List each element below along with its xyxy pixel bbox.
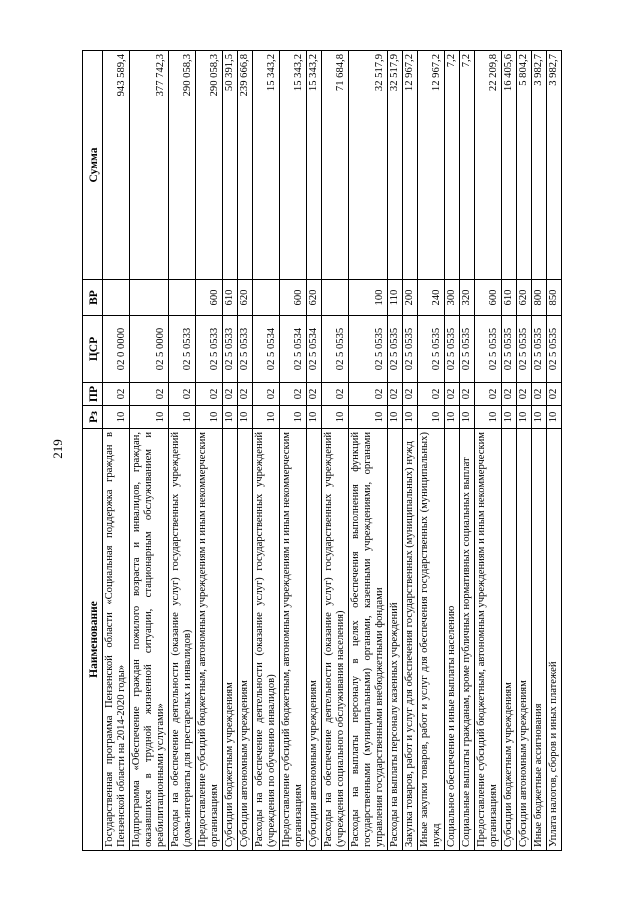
table-row [196, 51, 223, 851]
cell-rz: 10 [547, 406, 562, 429]
cell-sum: 3 982,7 [547, 51, 562, 280]
cell-pr: 02 [418, 383, 445, 406]
cell-rz: 10 [349, 406, 388, 429]
cell-vr: 110 [388, 280, 403, 316]
cell-vr: 600 [475, 280, 502, 316]
cell-pr: 02 [253, 383, 280, 406]
cell-vr [103, 280, 130, 316]
cell-pr: 02 [223, 383, 238, 406]
cell-sum: 32 517,9 [349, 51, 388, 280]
table-row [223, 51, 238, 851]
cell-pr: 02 [130, 383, 169, 406]
cell-pr: 02 [475, 383, 502, 406]
cell-csr: 02 5 0535 [502, 316, 517, 383]
table-row [169, 51, 196, 851]
cell-vr: 610 [223, 280, 238, 316]
cell-name: Расходы на выплаты персоналу казенных учреждений [388, 429, 403, 851]
cell-pr: 02 [280, 383, 307, 406]
cell-csr: 02 5 0534 [280, 316, 307, 383]
table-row [445, 51, 460, 851]
cell-sum: 15 343,2 [280, 51, 307, 280]
cell-name: Субсидии бюджетным учреждениям [502, 429, 517, 851]
table-row [547, 51, 562, 851]
cell-csr: 02 5 0535 [322, 316, 349, 383]
cell-sum: 290 058,3 [196, 51, 223, 280]
cell-rz: 10 [253, 406, 280, 429]
cell-pr: 02 [502, 383, 517, 406]
cell-vr: 100 [349, 280, 388, 316]
table-row [322, 51, 349, 851]
cell-vr [169, 280, 196, 316]
cell-pr: 02 [517, 383, 532, 406]
cell-csr: 02 5 0533 [223, 316, 238, 383]
table-row [403, 51, 418, 851]
cell-name: Расходы на обеспечение деятельности (оказание услуг) государственных учреждений (дома-интернаты для престарелых и инвалидов) [169, 429, 196, 851]
table-row [460, 51, 475, 851]
cell-vr: 610 [502, 280, 517, 316]
cell-pr: 02 [307, 383, 322, 406]
cell-sum: 377 742,3 [130, 51, 169, 280]
cell-pr: 02 [169, 383, 196, 406]
cell-vr: 240 [418, 280, 445, 316]
cell-rz: 10 [403, 406, 418, 429]
cell-sum: 12 967,2 [418, 51, 445, 280]
cell-sum: 239 666,8 [238, 51, 253, 280]
cell-pr: 02 [349, 383, 388, 406]
cell-name: Социальные выплаты гражданам, кроме публичных нормативных социальных выплат [460, 429, 475, 851]
cell-name: Субсидии автономным учреждениям [238, 429, 253, 851]
cell-sum: 16 405,6 [502, 51, 517, 280]
cell-rz: 10 [532, 406, 547, 429]
cell-csr: 02 5 0000 [130, 316, 169, 383]
cell-csr: 02 5 0535 [517, 316, 532, 383]
cell-pr: 02 [532, 383, 547, 406]
cell-csr: 02 5 0535 [418, 316, 445, 383]
cell-name: Закупка товаров, работ и услуг для обеспечения государственных (муниципальных) нужд [403, 429, 418, 851]
cell-pr: 02 [388, 383, 403, 406]
cell-name: Социальное обеспечение и иные выплаты населению [445, 429, 460, 851]
cell-vr [253, 280, 280, 316]
cell-name: Субсидии бюджетным учреждениям [223, 429, 238, 851]
cell-rz: 10 [238, 406, 253, 429]
cell-name: Государственная программа Пензенской области «Социальная поддержка граждан в Пензенской области на 2014-2020 годы» [103, 429, 130, 851]
cell-name: Подпрограмма «Обеспечение граждан пожилого возраста и инвалидов, граждан, оказавшихся в трудной жизненной ситуации, стационарным обслуживанием и реабилитационными услугами» [130, 429, 169, 851]
cell-vr: 850 [547, 280, 562, 316]
table-row [475, 51, 502, 851]
cell-csr: 02 5 0535 [349, 316, 388, 383]
cell-sum: 5 804,2 [517, 51, 532, 280]
table-row [130, 51, 169, 851]
cell-vr: 320 [460, 280, 475, 316]
cell-pr: 02 [460, 383, 475, 406]
cell-pr: 02 [103, 383, 130, 406]
cell-csr: 02 5 0535 [445, 316, 460, 383]
cell-vr: 600 [280, 280, 307, 316]
cell-sum: 15 343,2 [253, 51, 280, 280]
cell-vr: 620 [238, 280, 253, 316]
header-name: Наименование [83, 429, 103, 851]
cell-rz: 10 [223, 406, 238, 429]
cell-csr: 02 5 0535 [547, 316, 562, 383]
cell-name: Предоставление субсидий бюджетным, автономным учреждениям и иным некоммерческим организациям [475, 429, 502, 851]
cell-rz: 10 [130, 406, 169, 429]
cell-rz: 10 [388, 406, 403, 429]
table-row [517, 51, 532, 851]
cell-sum: 3 982,7 [532, 51, 547, 280]
cell-pr: 02 [403, 383, 418, 406]
cell-name: Уплата налогов, сборов и иных платежей [547, 429, 562, 851]
cell-name: Предоставление субсидий бюджетным, автономным учреждениям и иным некоммерческим организациям [196, 429, 223, 851]
page-number: 219 [49, 439, 65, 459]
table-row [349, 51, 388, 851]
cell-csr: 02 5 0533 [169, 316, 196, 383]
table-row [388, 51, 403, 851]
cell-csr: 02 5 0535 [403, 316, 418, 383]
cell-sum: 32 517,9 [388, 51, 403, 280]
cell-pr: 02 [547, 383, 562, 406]
cell-vr: 800 [532, 280, 547, 316]
cell-rz: 10 [280, 406, 307, 429]
table-row [280, 51, 307, 851]
table-row [103, 51, 130, 851]
cell-rz: 10 [517, 406, 532, 429]
cell-name: Субсидии автономным учреждениям [517, 429, 532, 851]
cell-pr: 02 [322, 383, 349, 406]
cell-csr: 02 5 0534 [307, 316, 322, 383]
cell-sum: 943 589,4 [103, 51, 130, 280]
cell-csr: 02 5 0535 [460, 316, 475, 383]
cell-vr: 300 [445, 280, 460, 316]
cell-sum: 71 684,8 [322, 51, 349, 280]
header-sum: Сумма [83, 51, 103, 280]
cell-name: Расходы на выплаты персоналу в целях обеспечения выполнения функций государственными (муниципальными) органами, казенными учреждениями, органами управления государственными внебюджетными фондами [349, 429, 388, 851]
cell-pr: 02 [196, 383, 223, 406]
rotated-table-container [82, 51, 562, 851]
table-body [103, 51, 562, 851]
cell-csr: 02 5 0535 [388, 316, 403, 383]
cell-rz: 10 [103, 406, 130, 429]
cell-csr: 02 5 0533 [238, 316, 253, 383]
header-row [83, 51, 103, 851]
cell-csr: 02 5 0534 [253, 316, 280, 383]
cell-rz: 10 [502, 406, 517, 429]
cell-vr [322, 280, 349, 316]
cell-pr: 02 [445, 383, 460, 406]
cell-rz: 10 [322, 406, 349, 429]
header-csr: ЦСР [83, 316, 103, 383]
cell-name: Иные закупки товаров, работ и услуг для обеспечения государственных (муниципальных) нужд [418, 429, 445, 851]
table-row [532, 51, 547, 851]
cell-rz: 10 [418, 406, 445, 429]
header-rz: Рз [83, 406, 103, 429]
budget-table [82, 50, 562, 851]
cell-name: Расходы на обеспечение деятельности (оказание услуг) государственных учреждений (учреждения по обучению инвалидов) [253, 429, 280, 851]
cell-sum: 7,2 [460, 51, 475, 280]
cell-sum: 290 058,3 [169, 51, 196, 280]
table-row [253, 51, 280, 851]
cell-sum: 12 967,2 [403, 51, 418, 280]
table-row [307, 51, 322, 851]
cell-sum: 22 209,8 [475, 51, 502, 280]
cell-vr: 620 [307, 280, 322, 316]
cell-rz: 10 [475, 406, 502, 429]
cell-name: Предоставление субсидий бюджетным, автономным учреждениям и иным некоммерческим организациям [280, 429, 307, 851]
cell-vr: 620 [517, 280, 532, 316]
cell-rz: 10 [307, 406, 322, 429]
cell-sum: 7,2 [445, 51, 460, 280]
cell-csr: 02 5 0535 [475, 316, 502, 383]
cell-rz: 10 [445, 406, 460, 429]
header-vr: ВР [83, 280, 103, 316]
cell-sum: 15 343,2 [307, 51, 322, 280]
cell-name: Расходы на обеспечение деятельности (оказание услуг) государственных учреждений (учреждения социального обслуживания населения) [322, 429, 349, 851]
cell-csr: 02 5 0533 [196, 316, 223, 383]
cell-csr: 02 5 0535 [532, 316, 547, 383]
cell-rz: 10 [460, 406, 475, 429]
cell-csr: 02 0 0000 [103, 316, 130, 383]
header-pr: ПР [83, 383, 103, 406]
cell-pr: 02 [238, 383, 253, 406]
table-row [238, 51, 253, 851]
cell-sum: 50 391,5 [223, 51, 238, 280]
cell-rz: 10 [169, 406, 196, 429]
table-row [418, 51, 445, 851]
cell-name: Субсидии автономным учреждениям [307, 429, 322, 851]
cell-name: Иные бюджетные ассигнования [532, 429, 547, 851]
cell-vr: 600 [196, 280, 223, 316]
cell-rz: 10 [196, 406, 223, 429]
cell-vr [130, 280, 169, 316]
table-row [502, 51, 517, 851]
cell-vr: 200 [403, 280, 418, 316]
